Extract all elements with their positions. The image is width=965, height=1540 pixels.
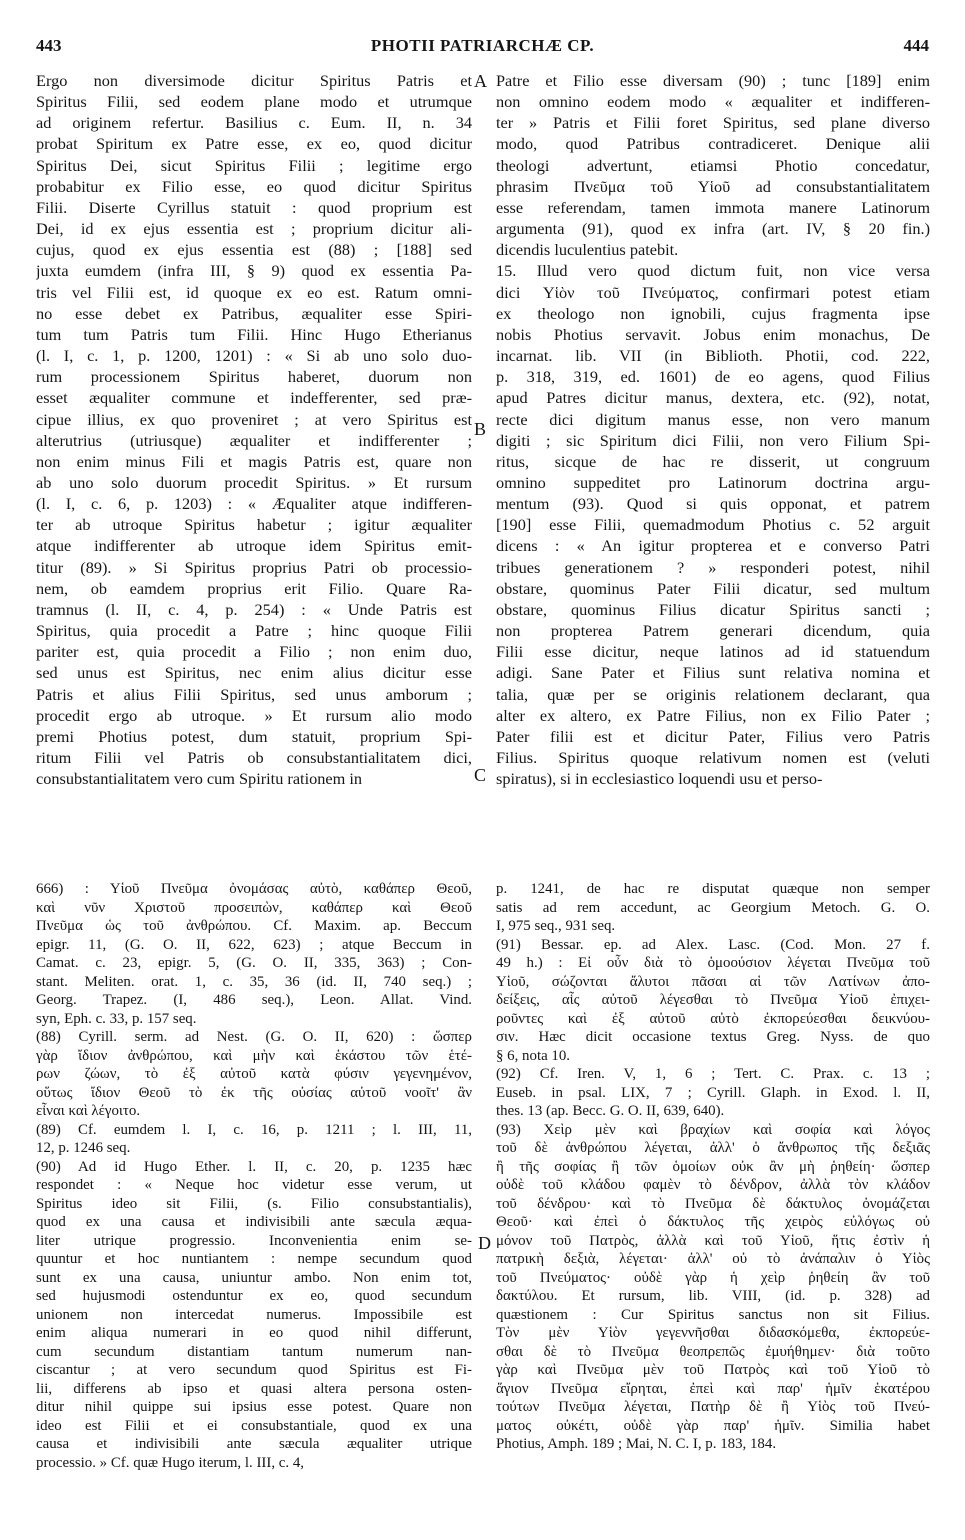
footnotes-right-column	[496, 880, 930, 1520]
footnote-line: οὐδὲ τοῦ κλάδου φαμὲν τὸ δένδρον, ἀλλὰ τὸν κλάδον	[496, 1177, 930, 1193]
text-line: Spiritus, quia procedit a Patre ; hinc quoque Filii	[36, 621, 472, 641]
text-line: non propterea Patrem generari dicendum, quia	[496, 621, 930, 641]
footnote-line: Euseb. in psal. LIX, 7 ; Cyrill. Glaph. in Exod. l. II,	[496, 1084, 930, 1101]
text-line: obstare, quominus Pater Filii dicatur, sed multum	[496, 578, 930, 598]
text-line: ab uno solo duorum procedit Spiritus. » Et rursum	[36, 472, 472, 492]
footnote-line: § 6, nota 10.	[496, 1047, 571, 1064]
footnote-line: εἶναι καὶ λέγοιτο.	[36, 1103, 141, 1119]
text-line: dici Υἱὸν τοῦ Πνεύματος, confirmari potest etiam	[496, 282, 930, 302]
text-line: esse referendam, tamen immota manere Latinorum	[496, 197, 930, 217]
text-line: premi Photius potest, dum statuit, proprium Spi-	[36, 726, 472, 746]
footnote-line: syn, Eph. c. 33, p. 157 seq.	[36, 1010, 197, 1027]
footnote-line: stant. Meliten. orat. 1, c. 35, 36 (id. II, 740 seq.) ;	[36, 973, 472, 990]
text-line: pariter est, quia procedit a Filio ; non enim duo,	[36, 642, 472, 662]
text-line: apud Patres dicitur manus, dextera, etc. (92), notat,	[496, 388, 930, 408]
text-line: dicens : « An igitur propterea et e converso Patri	[496, 536, 930, 556]
footnote-line: σιν. Hæc dicit occasione textus Greg. Nyss. de quo	[496, 1029, 930, 1045]
footnote-line: respondet : « Neque hoc videtur esse verum, ut	[36, 1177, 472, 1193]
text-line: Spiritus Dei, sicut Spiritus Filii ; legitime ergo	[36, 155, 472, 175]
footnote-line: ideo est Filii et ei consubstantiale, quod ex una	[36, 1417, 472, 1434]
text-line: dicendis luculentius patebit.	[496, 240, 679, 260]
footnote-line: Τὸν μὲν Υἱὸν γεγεννῆσθαι διδασκόμεθα, ἐκπορεύε-	[496, 1325, 930, 1341]
text-line: mentum (93). Quod si quis opponat, et patrem	[496, 494, 930, 514]
footnote-line: liter utrique progressio. Inconvenientia enim se-	[36, 1232, 472, 1249]
footnote-line: unionem non intercedat numerus. Impossibile est	[36, 1306, 472, 1323]
text-line: cujus, quod ex ejus essentia est (88) ; [188] sed	[36, 240, 472, 260]
footnote-line: δείξεις, αἷς αὐτοῦ λέγεσθαι τὸ Πνεῦμα Υἱοῦ ἐπιχει-	[496, 992, 930, 1008]
text-line: p. 318, 319, ed. 1601) de eo agens, quod Filius	[496, 367, 930, 387]
footnote-line: sed hujusmodi ostenduntur ex eo, quod secundum	[36, 1288, 472, 1304]
text-line: consubstantialitatem vero cum Spiritu rationem in	[36, 769, 363, 789]
footnote-line: (90) Ad id Hugo Ether. l. II, c. 20, p. 1235 hæc	[36, 1158, 472, 1175]
footnote-line: Georg. Trapez. (I, 486 seq.), Leon. Allat. Vind.	[36, 992, 472, 1008]
footnote-line: lii, differens ab ipso et quasi altera persona osten-	[36, 1380, 472, 1397]
footnote-line: processio. » Cf. quæ Hugo iterum, l. III, c. 4,	[36, 1454, 304, 1471]
margin-marker-c: C	[474, 765, 487, 785]
text-line: Filii. Diserte Cyrillus statuit : quod proprium est	[36, 197, 472, 217]
footnote-line: (88) Cyrill. serm. ad Nest. (G. O. II, 620) : ὥσπερ	[36, 1029, 472, 1045]
text-line: alter ex altero, ex Patre Filius, non ex Filio Pater ;	[496, 705, 930, 725]
footnote-line: δακτύλου. Et rursum, lib. VIII, (id. p. 328) ad	[496, 1288, 930, 1304]
main-text-left-column	[36, 70, 472, 860]
text-line: (l. I, c. 1, p. 1200, 1201) : « Si ab uno solo duo-	[36, 346, 472, 366]
footnote-line: τοῦ Πνεύματος· οὐδὲ γὰρ ἡ χεὶρ ῥηθείη ἂν τοῦ	[496, 1269, 930, 1286]
text-line: digiti ; sic Spiritum dici Filii, non vero Filium Spi-	[496, 430, 930, 450]
text-line: non omnino eodem modo « æqualiter et indifferen-	[496, 92, 930, 112]
footnote-line: γὰρ καὶ Πνεῦμα μὲν τοῦ Πατρὸς καὶ τοῦ Υἱοῦ τὸ	[496, 1362, 930, 1378]
footnote-line: σθαι δὲ τὸ Πνεῦμα θεοπρεπῶς ἐμυήθημεν· διὰ τοῦτο	[496, 1343, 930, 1360]
footnote-line: enim aliqua numerari in eo quod nihil differunt,	[36, 1325, 472, 1341]
footnote-line: οὕτως ἴδιον Θεοῦ τὸ ἐκ τῆς οὐσίας αὐτοῦ νοοῖτ' ἂν	[36, 1084, 472, 1101]
footnote-line: Υἱοῦ, σώζονται ἄλυτοι πᾶσαι αἱ τῶν Λατίνων ἀπο-	[496, 973, 930, 990]
margin-marker-b: B	[474, 419, 487, 439]
footnote-line: μόνον τοῦ Πατρὸς, ἀλλὰ καὶ τοῦ Υἱοῦ, ἥτις ἐστὶν ἡ	[496, 1232, 930, 1249]
text-line: ex theologo non ignobili, cujus fragmenta ipse	[496, 303, 930, 323]
footnote-line: Photius, Amph. 189 ; Mai, N. C. I, p. 183, 184.	[496, 1436, 777, 1452]
footnote-line: καὶ νῦν Χριστοῦ προσειπὼν, καθάπερ καὶ Θεοῦ	[36, 899, 472, 916]
footnote-line: ciscantur ; at vero secundum quod Spiritus est Fi-	[36, 1362, 472, 1378]
text-line: talia, quæ per se originis relationem declarant, qua	[496, 684, 930, 704]
footnote-line: Camat. c. 23, epigr. 5, (G. O. II, 335, 363) ; Con-	[36, 955, 472, 971]
text-line: Patre et Filio esse diversam (90) ; tunc [189] enim	[496, 71, 930, 90]
footnote-line: γὰρ ἴδιον ἀνθρώπου, καὶ μὴν καὶ ἑκάστου τῶν ἑτέ-	[36, 1047, 472, 1064]
footnote-line: satis ad rem accedunt, ac Georgium Metoch. G. O.	[496, 899, 930, 916]
text-line: modo, quod Patribus contradiceret. Denique alii	[496, 134, 930, 154]
text-line: juxta eumdem (infra III, § 9) quod ex essentia Pa-	[36, 261, 472, 281]
footnote-line: quuntur et hoc nuntiantem : nempe secundum quod	[36, 1251, 472, 1267]
running-title: PHOTII PATRIARCHÆ CP.	[370, 36, 595, 55]
text-line: probat Spiritum ex Patre esse, ex eo, quod dicitur	[36, 134, 472, 154]
text-line: cipue illius, ex quo proveniret ; at vero Spiritus est	[36, 409, 472, 429]
footnote-line: quæstionem : Cur Spiritus sanctus non sit Filius.	[496, 1306, 930, 1323]
footnote-line: ditur nihil quippe sui ipsius esse potest. Quare non	[36, 1399, 472, 1415]
text-line: nem, ob eamdem proprius erit Filio. Quare Ra-	[36, 578, 472, 598]
footnotes-left-column	[36, 880, 472, 1520]
footnote-line: (89) Cf. eumdem l. I, c. 16, p. 1211 ; l. III, 11,	[36, 1121, 472, 1138]
text-line: atque indifferenter ab utroque idem Spiritus emit-	[36, 536, 472, 556]
margin-marker-a: A	[474, 71, 487, 91]
text-line: argumenta (91), quod ex infra (art. IV, § 20 fin.)	[496, 219, 930, 239]
footnote-line: 12, p. 1246 seq.	[36, 1140, 131, 1156]
footnote-line: cum secundum distantiam tantum numerum nan-	[36, 1343, 472, 1360]
text-line: spiratus), si in ecclesiastico loquendi usu et perso-	[496, 769, 823, 789]
text-line: esset æqualiter commune et indefferenter, sed præ-	[36, 388, 472, 408]
text-line: [190] esse Filii, quemadmodum Photius c. 52 arguit	[496, 515, 930, 535]
text-line: tramnus (l. II, c. 4, p. 254) : « Unde Patris est	[36, 599, 472, 619]
text-line: alterutrius (utriusque) æqualiter et indifferenter ;	[36, 430, 472, 450]
text-line: adigi. Sane Pater et Filius sunt relativa nomina et	[496, 663, 930, 683]
text-line: ter ab utroque Spiritus habetur ; igitur æqualiter	[36, 515, 472, 535]
text-line: recte dici digitum manus esse, non vero manum	[496, 409, 930, 429]
footnote-line: ρων ζώων, τὸ ἐξ αὐτοῦ κατὰ φύσιν γεγενημένον,	[36, 1066, 472, 1082]
footnote-line: sunt ex una causa, uniuntur ambo. Non enim tot,	[36, 1269, 472, 1286]
main-text-right-column	[496, 70, 930, 860]
page-number-left: 443	[36, 36, 62, 55]
text-line: nobis Photius servavit. Jobus enim monachus, De	[496, 324, 930, 344]
text-line: (l. I, c. 6, p. 1203) : « Æqualiter atque indifferen-	[36, 494, 472, 514]
text-line: ritus, sicque de hac re disserit, ut congruum	[496, 451, 930, 471]
margin-marker-d: D	[478, 1233, 491, 1253]
footnote-line: τούτων Πνεῦμα λέγεται, Πατὴρ δὲ ἢ Υἱὸς τοῦ Πνεύ-	[496, 1399, 930, 1415]
text-line: tris vel Filii est, id quoque ex eo est. Ratum omni-	[36, 282, 472, 302]
footnote-line: ἢ τῆς σοφίας ἢ τῶν ὁμοίων οὐκ ἂν μὴ ῥηθείη· ὥσπερ	[496, 1158, 930, 1175]
footnote-line: (92) Cf. Iren. V, 1, 6 ; Tert. C. Prax. c. 13 ;	[496, 1066, 930, 1082]
footnote-line: epigr. 11, (G. O. II, 622, 623) ; atque Beccum in	[36, 936, 472, 953]
footnote-line: Spiritus ideo sit Filii, (s. Filio consubstantialis),	[36, 1195, 472, 1212]
footnote-line: Πνεῦμα ὡς τοῦ ἀνθρώπου. Cf. Maxim. ap. Beccum	[36, 918, 472, 934]
footnote-line: (93) Χεὶρ μὲν καὶ βραχίων καὶ σοφία καὶ λόγος	[496, 1121, 930, 1138]
text-line: probabitur ex Filio esse, eo quod dicitur Spiritus	[36, 176, 472, 196]
text-line: ter » Patris et Filii foret Spiritus, sed plane diverso	[496, 113, 930, 133]
footnote-line: thes. 13 (ap. Becc. G. O. II, 639, 640).	[496, 1103, 725, 1119]
text-line: Dei, id ex ejus essentia est ; proprium dicitur ali-	[36, 219, 472, 239]
text-line: 15. Illud vero quod dictum fuit, non vice versa	[496, 261, 930, 281]
text-line: no esse debet ex Patribus, æqualiter esse Spiri-	[36, 303, 472, 323]
text-line: tum tum Patris tum Filii. Hinc Hugo Etherianus	[36, 324, 472, 344]
text-line: Ergo non diversimode dicitur Spiritus Patris et	[36, 71, 472, 90]
footnote-line: ἅγιον Πνεῦμα εἴρηται, ἐπεὶ καὶ παρ' ἡμῖν ἑκατέρου	[496, 1380, 930, 1397]
text-line: procedit ergo ab utroque. » Et rursum alio modo	[36, 705, 472, 725]
text-line: incarnat. lib. VII (in Biblioth. Photii, cod. 222,	[496, 346, 930, 366]
footnote-line: ροῦντες καὶ ἐξ αὐτοῦ αὐτὸ ἐκπορεύεσθαι δεικνύου-	[496, 1010, 930, 1027]
text-line: obstare, quominus Filius dicatur Spiritus sancti ;	[496, 599, 930, 619]
text-line: theologi advertunt, etiamsi Photio concedatur,	[496, 155, 930, 175]
footnote-line: quod ex una causa et indivisibili ante sæcula æqua-	[36, 1214, 472, 1230]
footnote-line: τοῦ δὲ ἀνθρώπου λέγεται, ἀλλ' ὁ ἄνθρωπος τῆς δεξιᾶς	[496, 1140, 930, 1156]
text-line: rum processionem Spiritus haberet, duorum non	[36, 367, 472, 387]
page-number-right: 444	[903, 36, 929, 55]
footnote-line: p. 1241, de hac re disputat quæque non semper	[496, 881, 930, 897]
footnote-line: τοῦ δένδρου· καὶ τὸ Πνεῦμα δὲ δάκτυλος ὀνομάζεται	[496, 1195, 930, 1212]
footnote-line: I, 975 seq., 931 seq.	[496, 918, 616, 934]
footnote-line: πατρικὴ δεξιὰ, λέγεται· ἀλλ' οὐ τὸ ἀνάπαλιν ὁ Υἱὸς	[496, 1251, 930, 1267]
text-line: titur (89). » Si Spiritus proprius Patri ob processio-	[36, 557, 472, 577]
footnote-line: ματος οὐκέτι, οὐδὲ γὰρ παρ' ἡμῖν. Similia habet	[496, 1417, 930, 1434]
footnote-line: 666) : Υἱοῦ Πνεῦμα ὀνομάσας αὐτὸ, καθάπερ Θεοῦ,	[36, 881, 472, 897]
text-line: sed unus est Spiritus, nec enim alius dicitur esse	[36, 663, 472, 683]
footnote-line: causa et indivisibili ante sæcula æqualiter utrique	[36, 1436, 472, 1452]
text-line: ad originem refertur. Basilius c. Eum. II, n. 34	[36, 113, 472, 133]
text-line: tribues generationem ? » responderi potest, nihil	[496, 557, 930, 577]
text-line: omnino suppeditet pro Latinorum doctrina argu-	[496, 472, 930, 492]
text-line: phrasim Πνεῦμα τοῦ Υἱοῦ ad consubstantialitatem	[496, 176, 930, 196]
footnote-line: 49 h.) : Εἰ οὖν διὰ τὸ ὁμοούσιον λέγεται Πνεῦμα τοῦ	[496, 955, 930, 971]
text-line: Pater filii est et dicitur Pater, Filius vero Patris	[496, 726, 930, 746]
text-line: Filii esse dicitur, neque latinos ad id statuendum	[496, 642, 930, 662]
text-line: Patris et alius Filii Spiritus, sed unus amborum ;	[36, 684, 472, 704]
text-line: Filius. Spiritus quoque relativum nomen est (veluti	[496, 748, 930, 767]
text-line: ritum Filii vel Patris ob consubstantialitatem dici,	[36, 748, 472, 767]
footnote-line: Θεοῦ· καὶ ἐπεὶ ὁ δάκτυλος τῆς χειρὸς εὐλόγως οὐ	[496, 1214, 930, 1230]
footnote-line: (91) Bessar. ep. ad Alex. Lasc. (Cod. Mon. 27 f.	[496, 936, 930, 953]
text-line: non enim minus Fili et magis Patris est, quare non	[36, 451, 472, 471]
running-header	[36, 36, 929, 64]
text-line: Spiritus Filii, sed eodem plane modo et utrumque	[36, 92, 472, 112]
